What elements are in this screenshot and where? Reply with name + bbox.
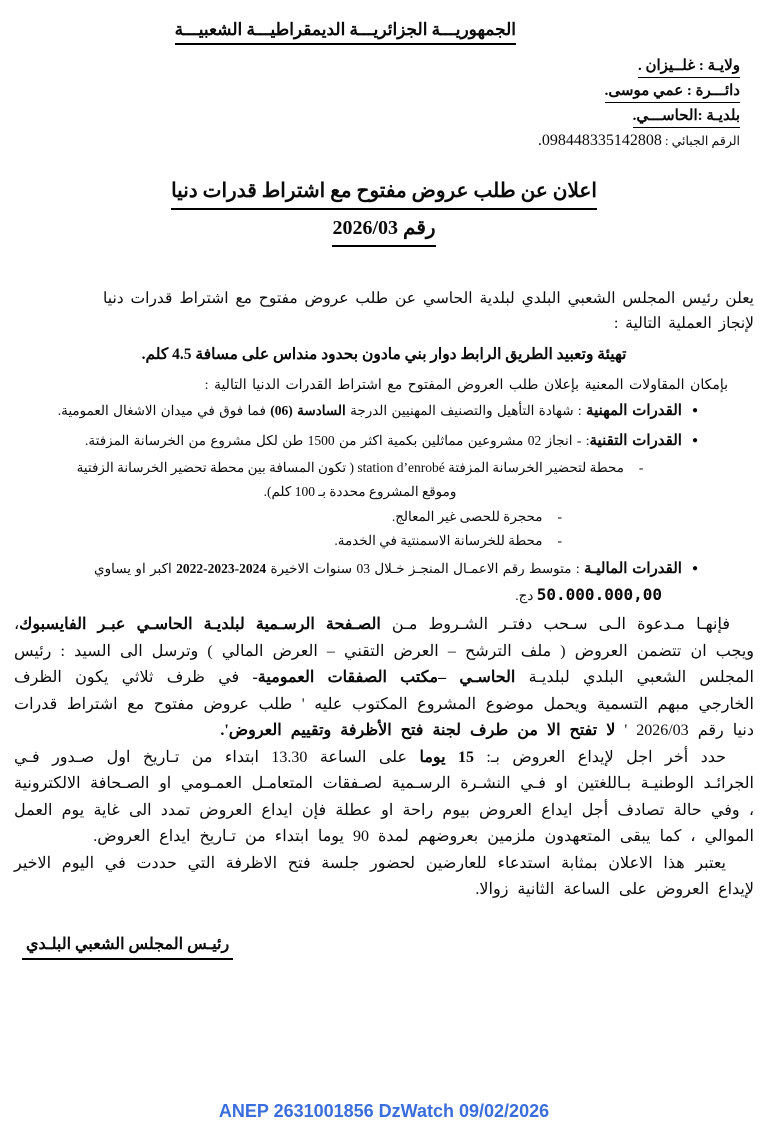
daira-line: دائـــرة : عمي موسى. [605, 80, 740, 103]
withdraw-text3: في ظرف ثلاثي يكون الظرف الخارجي مبهم التسمية ويحمل موضوع المشروع المكتوب عليه ' طلب عروض مفتوح مع اشتراط قدرات دنيا رقم 2026/03 ' [14, 669, 754, 739]
technical-subitem-station [70, 456, 650, 504]
financial-capacity-label: القدرات الماليـة [583, 561, 682, 577]
technical-subitem-quarry [14, 505, 562, 528]
deadline-text2: على الساعة 13.30 ابتداء من تـاريخ اول صـدور فـي الجرائـد الوطنيـة بـاللغتين او فـي النشـرة الرسـمية لصـفقات المتعامـل العمـومي او الصـحافة الالكترونية ، وفي حالة تصادف أجل ايداع العروض بيوم راحة او عطلة فإن ايداع العروض تمدد الى غاية يوم العمل الموالي ، كما يبقى المتعهدون ملزمين بعروضهم لمدة 90 يوما ابتداء من تـاريخ ايداع العروض. [14, 748, 754, 845]
wilaya-line: ولايـة : غلــيزان . [638, 55, 740, 78]
fiscal-id-number: 098448335142808. [537, 132, 662, 149]
technical-capacity-item [14, 428, 754, 454]
dash-icon: - [557, 509, 562, 524]
dash-icon: - [557, 533, 562, 548]
technical-capacity-text: : - انجاز 02 مشروعين مماثلين بكمية اكثر من 1500 طن لكل مشروع من الخرسانة المزفتة. [85, 433, 590, 448]
bullet-icon: ● [691, 563, 698, 574]
financial-capacity-years: 2024-2023-2022 [176, 561, 267, 576]
technical-subitem-concrete-plant [14, 529, 562, 552]
invitation-paragraph: يعتبر هذا الاعلان بمثابة استدعاء للعارضين لحضور جلسة فتح الاظرفة التي حددت في اليوم الاخير لإيداع العروض على الساعة الثانية زوالا. [14, 854, 754, 898]
bullet-icon: ● [691, 405, 698, 416]
professional-capacity-text2: فما فوق في ميدان الاشغال العمومية. [57, 403, 271, 418]
dash-icon: - [638, 460, 644, 475]
withdraw-text1: فإنهـا مـدعوة الـى سـحب دفتـر الشـروط مـن [380, 616, 730, 633]
withdraw-bold2: الحاسـي –مكتب الصفقات العمومية- [252, 669, 516, 686]
operation-title: تهيئة وتعبيد الطريق الرابط دوار بني مادون بحدود منداس على مسافة 4.5 كلم. [141, 346, 627, 363]
commune-line: بلديـة :الحاســـي. [633, 105, 740, 128]
bullet-icon: ● [691, 435, 698, 446]
agency-block [14, 55, 740, 152]
fiscal-id-line [14, 130, 740, 152]
financial-capacity-text2: اكبر او يساوي [94, 561, 177, 576]
professional-capacity-item [14, 398, 754, 424]
professional-capacity-bold: السادسة (06) [270, 403, 346, 418]
professional-capacity-text: : شهادة التأهيل والتصنيف المهنيين الدرجة [345, 403, 587, 418]
document-title-line1: اعلان عن طلب عروض مفتوح مع اشتراط قدرات دنيا [171, 176, 597, 210]
withdraw-bold3: لا تفتح الا من طرف لجنة فتح الأظرفة وتقييم العروض'. [220, 722, 616, 739]
fiscal-id-label: الرقم الجبائي : [661, 134, 740, 148]
document-title [14, 176, 754, 250]
announcement-paragraph [14, 286, 754, 336]
withdrawal-paragraph [14, 612, 754, 745]
professional-capacity-label: القدرات المهنية [586, 403, 682, 419]
currency-label: دج. [515, 588, 537, 603]
technical-subitem-text: محطة لتحضير الخرسانة المزفتة station d’enrobé ( تكون المسافة بين محطة تحضير الخرسانة الزفتية وموقع المشروع محددة بـ 100 كلم). [76, 460, 624, 499]
deadline-paragraph [14, 745, 754, 851]
announcement-line2: لإنجاز العملية التالية : [613, 315, 754, 332]
withdraw-bold1: الصـفحة الرسـمية لبلديـة الحاسـي عبـر الفايسبوك [19, 616, 381, 633]
announcement-line1: يعلن رئيس المجلس الشعبي البلدي لبلدية الحاسي عن طلب عروض مفتوح مع اشتراط قدرات دنيا [103, 290, 754, 307]
withdraw-text2: ، ويجب ان تتضمن العروض ( ملف الترشح – العرض التقني – العرض المالي ) وترسل الى السيد : رئيس المجلس الشعبي البلدي لبلديـة [14, 616, 755, 686]
financial-capacity-text: : متوسط رقم الاعمـال المنجـز خـلال 03 سنوات الاخيرة [266, 561, 584, 576]
deadline-bold-days: 15 يوما [419, 748, 475, 766]
anep-footer: ANEP 2631001856 DzWatch 09/02/2026 [218, 1101, 550, 1121]
financial-capacity-item [14, 556, 754, 582]
eligibility-line: بإمكان المقاولات المعنية بإعلان طلب العروض المفتوح مع اشتراط القدرات الدنيا التالية : [204, 378, 728, 393]
amount-value: 50.000.000,00 [536, 585, 662, 604]
document-title-line2: رقم 2026/03 [332, 213, 435, 247]
republic-heading: الجمهوريـــة الجزائريـــة الديمقراطيـــة الشعبيـــة [175, 20, 516, 45]
signature-title: رئيـس المجلس الشعبي البلـدي [22, 934, 233, 960]
technical-subitem-text: محجرة للحصى غير المعالج. [391, 509, 543, 524]
deadline-text1: حدد أخر اجل لإيداع العروض بـ: [474, 748, 726, 766]
amount-line [14, 585, 662, 604]
technical-capacity-label: القدرات التقنية [589, 433, 682, 449]
technical-subitem-text: محطة للخرسانة الاسمنتية في الخدمة. [334, 533, 543, 548]
